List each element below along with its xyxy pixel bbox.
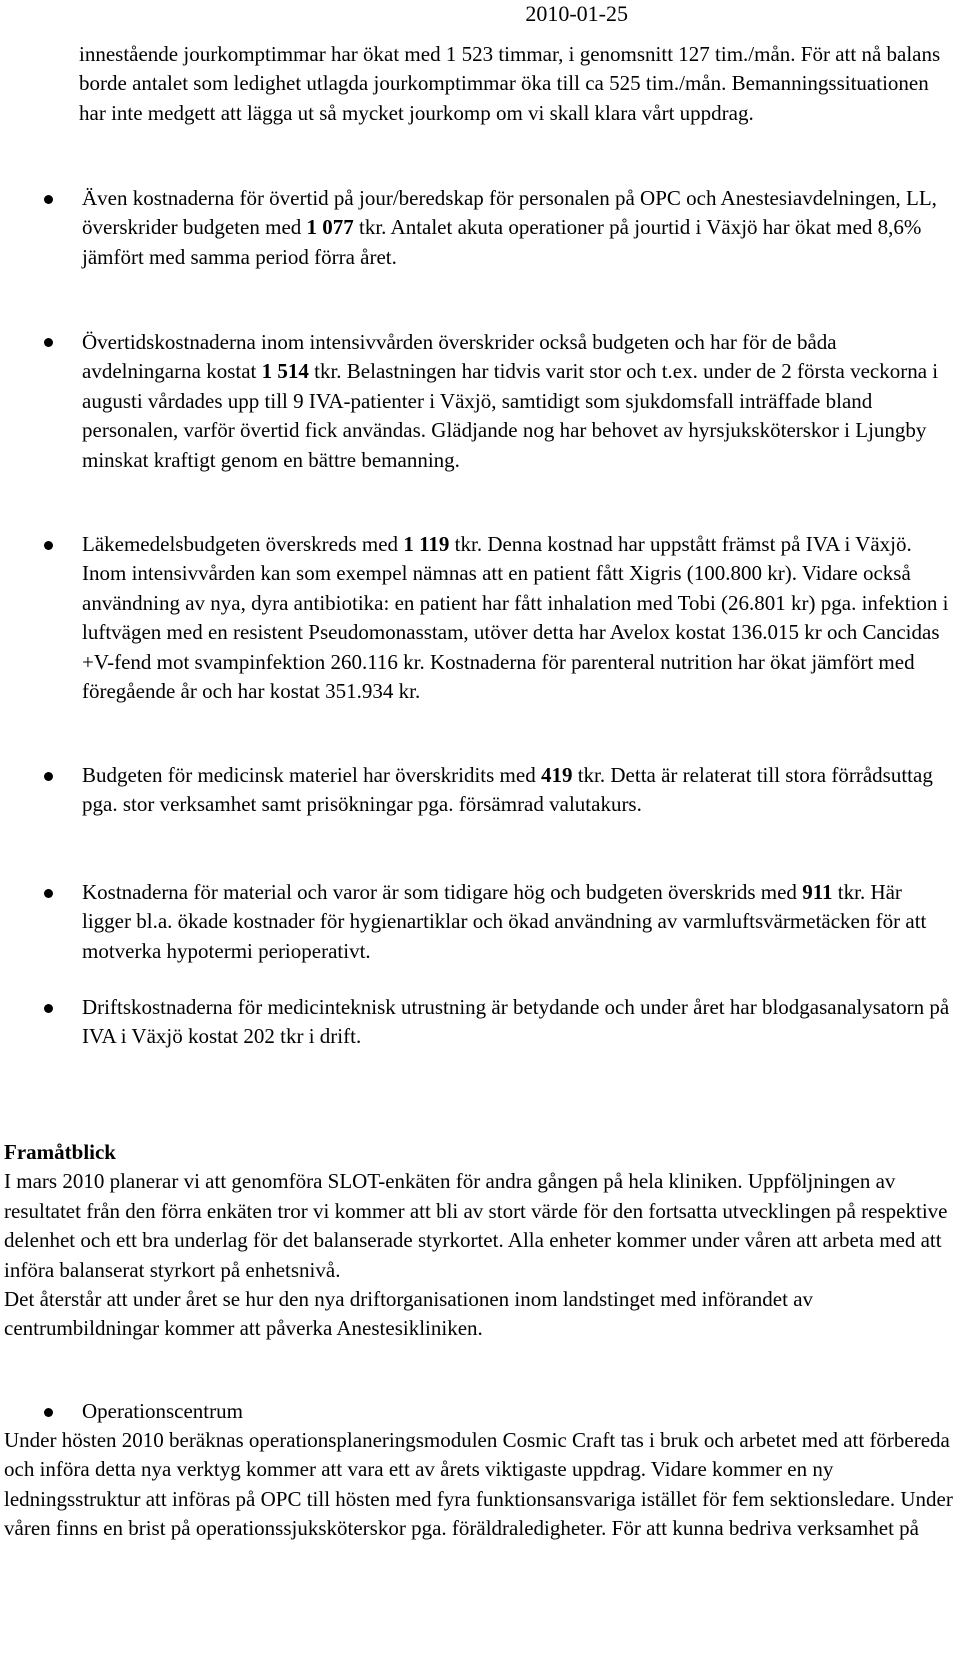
outlook-paragraph-organisation: Det återstår att under året se hur den nya driftorganisationen inom landstinget med införandet av centrumbildningar kommer att påverka Anestesikliniken. bbox=[4, 1287, 814, 1341]
bullet-text-pre: Kostnaderna för material och varor är som tidigare hög och budgeten överskrids med bbox=[82, 880, 803, 904]
outlook-paragraph-slot: I mars 2010 planerar vi att genomföra SLOT-enkäten för andra gången på hela kliniken. Uppföljningen av resultatet från den förra enkäten tror vi kommer att bli av stort värde för den fortsatta utvecklingen på respektive delenhet och ett bra underlag för det balanserade styrkortet. Alla enheter kommer under våren att arbeta med att införa balanserat styrkort på enhetsnivå. bbox=[4, 1169, 948, 1282]
bullet-overtime-iva bbox=[82, 328, 952, 475]
bullet-operationscentrum: Operationscentrum bbox=[82, 1399, 243, 1423]
outlook-heading: Framåtblick bbox=[4, 1140, 116, 1164]
bullet-amount: 1 119 bbox=[403, 532, 450, 556]
bullet-icon bbox=[44, 1408, 53, 1417]
bullet-amount: 1 077 bbox=[306, 215, 354, 240]
bullet-amount: 419 bbox=[540, 763, 573, 787]
bullet-amount: 1 514 bbox=[261, 359, 309, 384]
bullet-text-post: tkr. Detta är relaterat till stora förrådsuttag pga. stor verksamhet samt prisökningar pga. försämrad valutakurs. bbox=[82, 763, 933, 817]
bullet-text-post: tkr. Här ligger bl.a. ökade kostnader för hygienartiklar och ökad användning av varmluftsvärmetäcken för att motverka hypotermi perioperativt. bbox=[82, 880, 927, 963]
bullet-text-pre: Även kostnaderna för övertid på jour/beredskap för personalen på OPC och Anestesiavdelningen, LL, överskrider budgeten med bbox=[82, 186, 937, 240]
document-date: 2010-01-25 bbox=[525, 1, 628, 26]
bullet-icon bbox=[44, 772, 53, 781]
bullet-materials-goods bbox=[82, 878, 952, 966]
outlook-section bbox=[4, 1138, 954, 1344]
bullet-icon bbox=[44, 541, 53, 550]
bullet-text-post: tkr. Belastningen har tidvis varit stor och t.ex. under de 2 första veckorna i augusti vårdades upp till 9 IVA-patienter i Växjö, samtidigt som sjukdomsfall inträffade bland personalen, varför övertid fick användas. Glädjande nog har behovet av hyrsjuksköterskor i Ljungby minskat kraftigt genom en bättre bemanning. bbox=[82, 359, 939, 472]
bullet-text-pre: Budgeten för medicinsk materiel har överskridits med bbox=[82, 763, 541, 787]
bullet-icon bbox=[44, 889, 53, 898]
bullet-drug-budget bbox=[82, 530, 952, 706]
bullet-text-post: tkr. Denna kostnad har uppstått främst på IVA i Växjö. Inom intensivvården kan som exempel nämnas att en patient fått Xigris (100.800 kr). Vidare också användning av nya, dyra antibiotika: en patient har fått inhalation med Tobi (26.801 kr) pga. infektion i luftvägen med en resistent Pseudomonasstam, utöver detta har Avelox kostat 136.015 kr och Cancidas +V-fend mot svampinfektion 260.116 kr. Kostnaderna för parenteral nutrition har ökat jämfört med föregående år och har kostat 351.934 kr. bbox=[82, 532, 949, 704]
bullet-overtime-jour bbox=[82, 184, 952, 272]
bullet-icon bbox=[44, 195, 53, 204]
bullet-medtech-operations bbox=[82, 993, 952, 1052]
bullet-icon bbox=[44, 1004, 53, 1013]
bullet-text-post: tkr. Antalet akuta operationer på jourtid i Växjö har ökat med 8,6% jämfört med samma period förra året. bbox=[82, 215, 922, 269]
intro-paragraph: innestående jourkomptimmar har ökat med 1 523 timmar, i genomsnitt 127 tim./mån. För att nå balans borde antalet som ledighet utlagda jourkomptimmar öka till ca 525 tim./mån. Bemanningssituationen har inte medgett att lägga ut så mycket jourkomp om vi skall klara vårt uppdrag. bbox=[79, 42, 941, 125]
bullet-text-pre: Driftskostnaderna för medicinteknisk utrustning är betydande och under året har blodgasanalysatorn på IVA i Växjö kostat 202 tkr i drift. bbox=[82, 995, 950, 1049]
bullet-icon bbox=[44, 338, 53, 347]
operationscentrum-paragraph: Under hösten 2010 beräknas operationsplaneringsmodulen Cosmic Craft tas i bruk och arbetet med att förbereda och införa detta nya verktyg kommer att vara ett av årets viktigaste uppdrag. Vidare kommer en ny ledningsstruktur att införas på OPC till hösten med fyra funktionsansvariga istället för fem sektionsledare. Under våren finns en brist på operationssjuksköterskor pga. föräldraledigheter. För att kunna bedriva verksamhet på bbox=[4, 1428, 953, 1541]
bullet-text-pre: Övertidskostnaderna inom intensivvården överskrider också budgeten och har för de båda avdelningarna kostat bbox=[82, 330, 837, 384]
bullet-amount: 911 bbox=[802, 880, 833, 904]
bullet-medical-materiel bbox=[82, 761, 952, 820]
bullet-text-pre: Läkemedelsbudgeten överskreds med bbox=[82, 532, 404, 556]
